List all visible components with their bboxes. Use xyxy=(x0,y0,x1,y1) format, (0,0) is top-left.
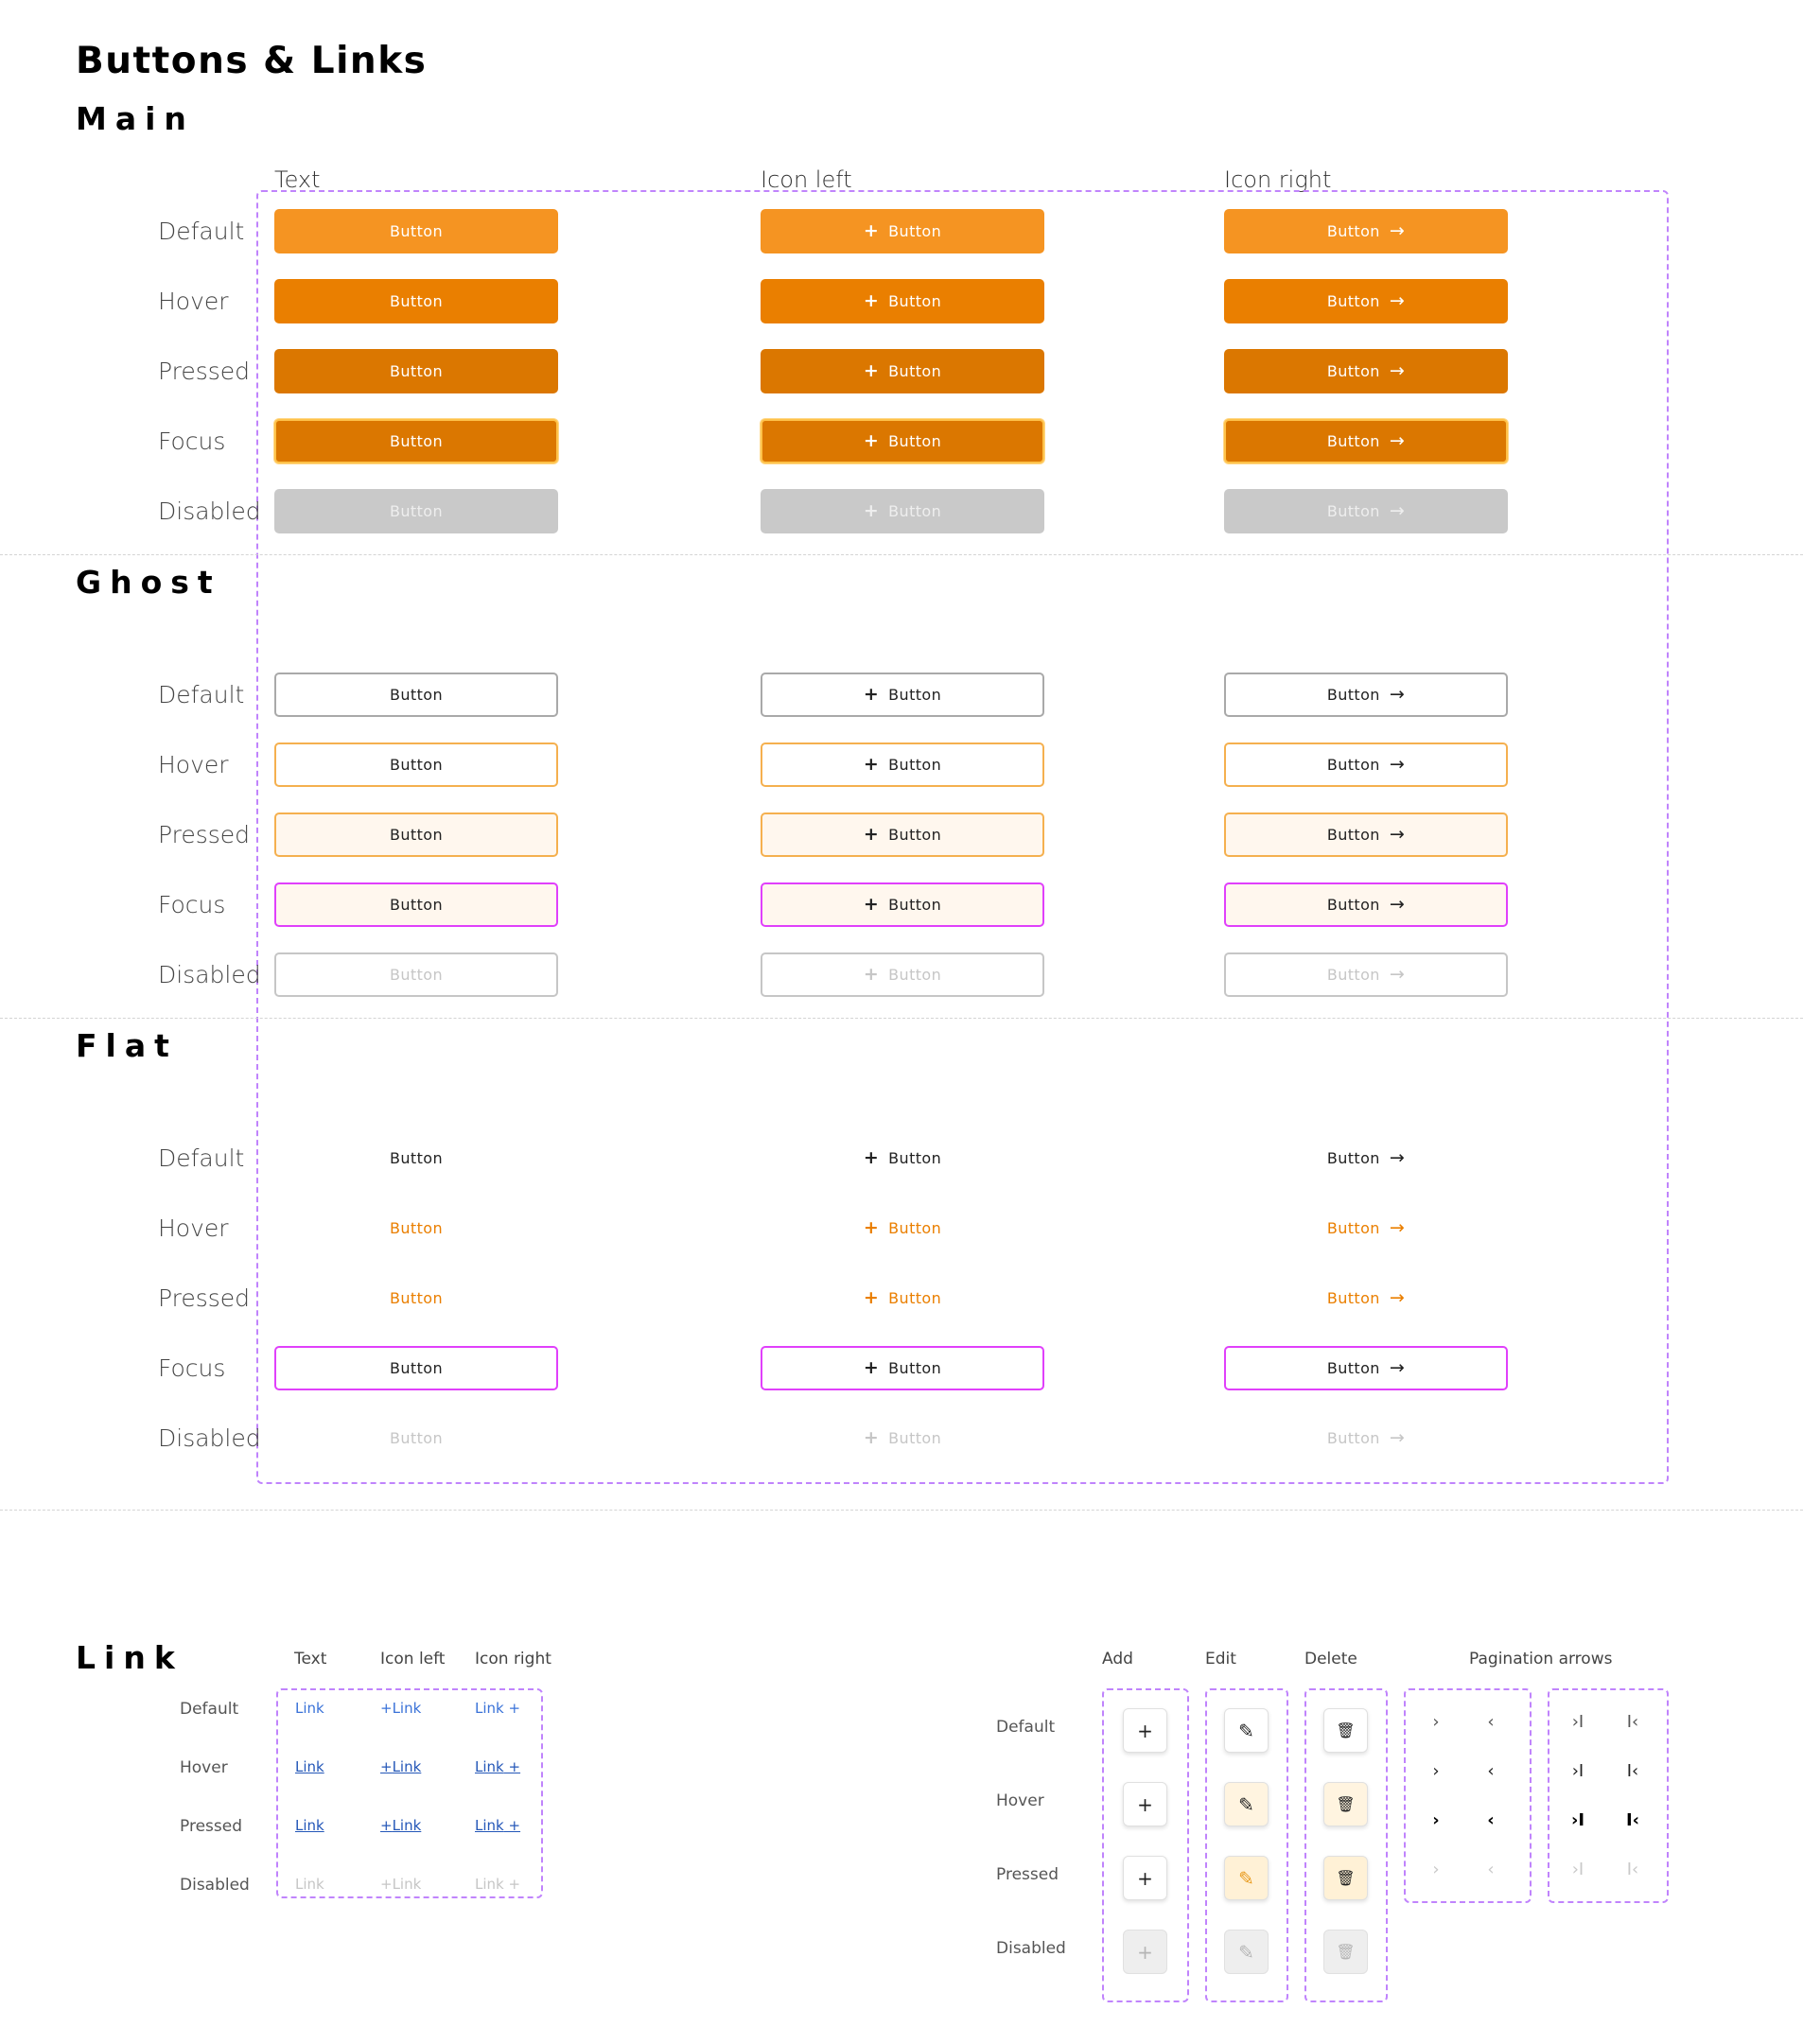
plus-icon: + xyxy=(1137,1719,1153,1742)
link-hover[interactable] xyxy=(295,1758,324,1775)
main-button-focus[interactable] xyxy=(274,419,558,463)
plus-icon: + xyxy=(1137,1792,1153,1816)
delete-button-hover[interactable] xyxy=(1323,1782,1368,1826)
ghost-row-label-pressed: Pressed xyxy=(158,821,251,848)
button-label: Button xyxy=(390,432,443,450)
flat-row-label-hover: Hover xyxy=(158,1214,229,1242)
add-button-default[interactable] xyxy=(1123,1708,1167,1753)
button-label: Button xyxy=(888,432,942,450)
link-disabled xyxy=(295,1876,324,1893)
plus-icon: + xyxy=(863,1217,880,1238)
button-label: Button xyxy=(1326,502,1380,520)
button-label: Button xyxy=(888,222,942,240)
link-disabled xyxy=(380,1876,421,1893)
edit-button-disabled xyxy=(1224,1930,1269,1974)
button-label: Button xyxy=(390,1219,443,1237)
ghost-button-default[interactable] xyxy=(761,673,1044,717)
chevron-right-icon[interactable]: › xyxy=(1432,1712,1440,1732)
arrow-right-icon: → xyxy=(1389,754,1406,775)
trash-icon: 🗑 xyxy=(1336,1869,1356,1887)
main-row-label-pressed: Pressed xyxy=(158,358,251,385)
link-hover[interactable] xyxy=(475,1758,520,1775)
link-column-header-icon-left: Icon left xyxy=(380,1650,446,1668)
main-button-disabled xyxy=(274,489,558,533)
plus-icon: + xyxy=(380,1817,393,1834)
edit-button-default[interactable] xyxy=(1224,1708,1269,1753)
button-label: Button xyxy=(888,756,942,774)
plus-icon: + xyxy=(1137,1940,1153,1964)
button-label: Button xyxy=(888,896,942,914)
pencil-icon: ✎ xyxy=(1238,1866,1254,1890)
add-button-disabled xyxy=(1123,1930,1167,1974)
link-hover[interactable] xyxy=(380,1758,421,1775)
button-label: Button xyxy=(1326,1359,1380,1377)
column-header-text: Text xyxy=(274,166,321,193)
button-label: Button xyxy=(888,1219,942,1237)
link-column-header-text: Text xyxy=(294,1650,327,1668)
arrow-right-icon: → xyxy=(1389,1147,1406,1168)
plus-icon: + xyxy=(863,290,880,311)
arrow-right-icon: → xyxy=(1389,894,1406,915)
plus-icon: + xyxy=(503,1817,521,1834)
button-label: Button xyxy=(888,966,942,984)
plus-icon: + xyxy=(380,1876,393,1893)
main-button-hover[interactable] xyxy=(761,279,1044,323)
link-label-text: Link xyxy=(475,1758,504,1775)
link-label-text: Link xyxy=(392,1700,422,1717)
button-label: Button xyxy=(390,966,443,984)
link-row-label-disabled: Disabled xyxy=(180,1876,250,1895)
main-button-default[interactable] xyxy=(274,209,558,253)
main-row-label-focus: Focus xyxy=(158,428,226,455)
button-label: Button xyxy=(1326,362,1380,380)
pencil-icon: ✎ xyxy=(1238,1719,1254,1742)
trash-icon: 🗑 xyxy=(1336,1795,1356,1813)
divider xyxy=(0,1510,1803,1511)
arrow-right-icon: → xyxy=(1389,220,1406,241)
chevron-right-icon: › xyxy=(1432,1860,1440,1879)
button-label: Button xyxy=(390,1429,443,1447)
first-page-icon[interactable]: I‹ xyxy=(1626,1761,1639,1781)
flat-button-default[interactable] xyxy=(274,1136,558,1180)
link-pressed[interactable] xyxy=(475,1817,520,1834)
button-label: Button xyxy=(888,1149,942,1167)
arrow-right-icon: → xyxy=(1389,290,1406,311)
link-pressed[interactable] xyxy=(380,1817,421,1834)
button-label: Button xyxy=(390,1289,443,1307)
button-label: Button xyxy=(1326,432,1380,450)
ghost-button-pressed[interactable] xyxy=(274,812,558,857)
button-label: Button xyxy=(1326,1429,1380,1447)
button-label: Button xyxy=(888,362,942,380)
button-label: Button xyxy=(888,1359,942,1377)
main-button-hover[interactable] xyxy=(1224,279,1508,323)
ghost-row-label-focus: Focus xyxy=(158,891,226,918)
link-row-label-pressed: Pressed xyxy=(180,1817,242,1836)
flat-button-disabled xyxy=(274,1416,558,1460)
plus-icon: + xyxy=(380,1700,393,1717)
flat-button-pressed[interactable] xyxy=(1224,1276,1508,1320)
link-default[interactable] xyxy=(475,1700,520,1717)
main-button-disabled xyxy=(761,489,1044,533)
plus-icon: + xyxy=(863,1357,880,1378)
main-row-label-hover: Hover xyxy=(158,288,229,315)
ghost-button-disabled xyxy=(761,952,1044,997)
flat-button-hover[interactable] xyxy=(274,1206,558,1250)
first-page-icon: I‹ xyxy=(1626,1860,1639,1879)
flat-button-pressed[interactable] xyxy=(274,1276,558,1320)
add-button-hover[interactable] xyxy=(1123,1782,1167,1826)
delete-button-pressed[interactable] xyxy=(1323,1856,1368,1900)
ghost-button-hover[interactable] xyxy=(274,742,558,787)
main-button-default[interactable] xyxy=(761,209,1044,253)
button-label: Button xyxy=(1326,966,1380,984)
chevron-left-icon: ‹ xyxy=(1487,1860,1495,1879)
flat-button-focus[interactable] xyxy=(274,1346,558,1390)
ghost-button-hover[interactable] xyxy=(1224,742,1508,787)
button-label: Button xyxy=(390,826,443,844)
section-title-link: Link xyxy=(76,1639,184,1676)
link-label-text: Link xyxy=(295,1758,324,1775)
link-row-label-hover: Hover xyxy=(180,1758,228,1777)
button-label: Button xyxy=(1326,826,1380,844)
ghost-row-label-hover: Hover xyxy=(158,751,229,778)
flat-row-label-pressed: Pressed xyxy=(158,1284,251,1312)
button-label: Button xyxy=(1326,222,1380,240)
plus-icon: + xyxy=(863,1287,880,1308)
ghost-button-focus[interactable] xyxy=(761,882,1044,927)
ghost-button-default[interactable] xyxy=(274,673,558,717)
flat-button-focus[interactable] xyxy=(1224,1346,1508,1390)
button-label: Button xyxy=(390,686,443,704)
button-label: Button xyxy=(390,222,443,240)
button-label: Button xyxy=(390,292,443,310)
arrow-right-icon: → xyxy=(1389,1217,1406,1238)
icon-column-header-add: Add xyxy=(1102,1650,1133,1668)
trash-icon: 🗑 xyxy=(1336,1943,1356,1961)
link-disabled xyxy=(475,1876,520,1893)
button-label: Button xyxy=(1326,1149,1380,1167)
link-label-text: Link xyxy=(295,1876,324,1893)
link-label-text: Link xyxy=(475,1876,504,1893)
plus-icon: + xyxy=(863,684,880,705)
edit-button-hover[interactable] xyxy=(1224,1782,1269,1826)
flat-row-label-default: Default xyxy=(158,1144,245,1172)
plus-icon: + xyxy=(863,220,880,241)
pagination-frame-next-prev xyxy=(1404,1688,1532,1903)
ghost-button-focus[interactable] xyxy=(1224,882,1508,927)
link-default[interactable] xyxy=(295,1700,324,1717)
first-page-icon[interactable]: I‹ xyxy=(1625,1810,1640,1830)
divider xyxy=(0,1018,1803,1019)
arrow-right-icon: → xyxy=(1389,500,1406,521)
button-label: Button xyxy=(1326,686,1380,704)
icon-column-header-delete: Delete xyxy=(1304,1650,1357,1668)
button-label: Button xyxy=(888,502,942,520)
edit-button-pressed[interactable] xyxy=(1224,1856,1269,1900)
button-label: Button xyxy=(390,362,443,380)
ghost-button-disabled xyxy=(1224,952,1508,997)
chevron-right-icon[interactable]: › xyxy=(1432,1810,1440,1830)
flat-button-hover[interactable] xyxy=(761,1206,1044,1250)
main-button-pressed[interactable] xyxy=(274,349,558,393)
plus-icon: + xyxy=(1137,1866,1153,1890)
icon-row-label-disabled: Disabled xyxy=(996,1939,1066,1958)
link-label-text: Link xyxy=(392,1817,422,1834)
plus-icon: + xyxy=(503,1700,521,1717)
flat-button-pressed[interactable] xyxy=(761,1276,1044,1320)
main-button-pressed[interactable] xyxy=(761,349,1044,393)
button-label: Button xyxy=(888,292,942,310)
pencil-icon: ✎ xyxy=(1238,1792,1254,1816)
button-label: Button xyxy=(390,502,443,520)
section-title-ghost: Ghost xyxy=(76,564,221,601)
arrow-right-icon: → xyxy=(1389,684,1406,705)
chevron-left-icon[interactable]: ‹ xyxy=(1487,1712,1495,1732)
button-label: Button xyxy=(888,1429,942,1447)
button-label: Button xyxy=(888,826,942,844)
last-page-icon: ›I xyxy=(1571,1860,1584,1879)
section-title-flat: Flat xyxy=(76,1027,178,1064)
icon-column-header-edit: Edit xyxy=(1205,1650,1236,1668)
delete-button-default[interactable] xyxy=(1323,1708,1368,1753)
arrow-right-icon: → xyxy=(1389,1427,1406,1448)
chevron-left-icon[interactable]: ‹ xyxy=(1487,1761,1495,1781)
button-label: Button xyxy=(1326,292,1380,310)
main-button-focus[interactable] xyxy=(1224,419,1508,463)
link-label-text: Link xyxy=(392,1758,422,1775)
button-label: Button xyxy=(390,756,443,774)
ghost-row-label-default: Default xyxy=(158,681,245,708)
link-label-text: Link xyxy=(392,1876,422,1893)
flat-button-default[interactable] xyxy=(1224,1136,1508,1180)
divider xyxy=(0,554,1803,555)
flat-row-label-focus: Focus xyxy=(158,1354,226,1382)
last-page-icon[interactable]: ›I xyxy=(1571,1761,1584,1781)
last-page-icon[interactable]: ›I xyxy=(1570,1810,1585,1830)
plus-icon: + xyxy=(503,1876,521,1893)
main-row-label-default: Default xyxy=(158,218,245,245)
plus-icon: + xyxy=(863,360,880,381)
link-pressed[interactable] xyxy=(295,1817,324,1834)
button-label: Button xyxy=(1326,896,1380,914)
ghost-button-pressed[interactable] xyxy=(761,812,1044,857)
plus-icon: + xyxy=(863,964,880,985)
plus-icon: + xyxy=(863,500,880,521)
main-row-label-disabled: Disabled xyxy=(158,498,261,525)
ghost-button-disabled xyxy=(274,952,558,997)
trash-icon: 🗑 xyxy=(1336,1721,1356,1739)
link-label-text: Link xyxy=(295,1700,324,1717)
plus-icon: + xyxy=(863,824,880,845)
column-header-icon-right: Icon right xyxy=(1224,166,1332,193)
ghost-button-default[interactable] xyxy=(1224,673,1508,717)
last-page-icon[interactable]: ›I xyxy=(1571,1712,1584,1732)
arrow-right-icon: → xyxy=(1389,360,1406,381)
main-button-pressed[interactable] xyxy=(1224,349,1508,393)
plus-icon: + xyxy=(863,754,880,775)
button-label: Button xyxy=(888,1289,942,1307)
add-button-pressed[interactable] xyxy=(1123,1856,1167,1900)
plus-icon: + xyxy=(503,1758,521,1775)
plus-icon: + xyxy=(863,430,880,451)
button-label: Button xyxy=(1326,1219,1380,1237)
icon-row-label-pressed: Pressed xyxy=(996,1865,1059,1884)
main-button-default[interactable] xyxy=(1224,209,1508,253)
link-column-header-icon-right: Icon right xyxy=(475,1650,551,1668)
arrow-right-icon: → xyxy=(1389,1287,1406,1308)
plus-icon: + xyxy=(863,1427,880,1448)
icon-column-header-pagination: Pagination arrows xyxy=(1469,1650,1613,1668)
link-label-text: Link xyxy=(295,1817,324,1834)
link-label-text: Link xyxy=(475,1700,504,1717)
icon-row-label-default: Default xyxy=(996,1718,1056,1737)
arrow-right-icon: → xyxy=(1389,964,1406,985)
flat-button-focus[interactable] xyxy=(761,1346,1044,1390)
icon-row-label-hover: Hover xyxy=(996,1791,1044,1810)
plus-icon: + xyxy=(863,894,880,915)
flat-button-default[interactable] xyxy=(761,1136,1044,1180)
main-button-disabled xyxy=(1224,489,1508,533)
arrow-right-icon: → xyxy=(1389,430,1406,451)
button-label: Button xyxy=(390,1359,443,1377)
button-label: Button xyxy=(390,896,443,914)
link-default[interactable] xyxy=(380,1700,421,1717)
arrow-right-icon: → xyxy=(1389,1357,1406,1378)
first-page-icon[interactable]: I‹ xyxy=(1626,1712,1639,1732)
main-button-hover[interactable] xyxy=(274,279,558,323)
flat-button-hover[interactable] xyxy=(1224,1206,1508,1250)
page-title: Buttons & Links xyxy=(76,40,428,82)
main-button-focus[interactable] xyxy=(761,419,1044,463)
flat-button-disabled xyxy=(1224,1416,1508,1460)
button-label: Button xyxy=(1326,1289,1380,1307)
section-title-main: Main xyxy=(76,100,195,137)
plus-icon: + xyxy=(863,1147,880,1168)
chevron-right-icon[interactable]: › xyxy=(1432,1761,1440,1781)
pencil-icon: ✎ xyxy=(1238,1940,1254,1964)
flat-row-label-disabled: Disabled xyxy=(158,1424,261,1452)
flat-button-disabled xyxy=(761,1416,1044,1460)
link-label-text: Link xyxy=(475,1817,504,1834)
arrow-right-icon: → xyxy=(1389,824,1406,845)
button-label: Button xyxy=(390,1149,443,1167)
link-row-label-default: Default xyxy=(180,1700,239,1719)
ghost-button-focus[interactable] xyxy=(274,882,558,927)
chevron-left-icon[interactable]: ‹ xyxy=(1487,1810,1495,1830)
column-header-icon-left: Icon left xyxy=(761,166,852,193)
links-frame xyxy=(276,1688,543,1898)
button-label: Button xyxy=(888,686,942,704)
ghost-button-hover[interactable] xyxy=(761,742,1044,787)
button-label: Button xyxy=(1326,756,1380,774)
delete-button-disabled xyxy=(1323,1930,1368,1974)
ghost-row-label-disabled: Disabled xyxy=(158,961,261,988)
ghost-button-pressed[interactable] xyxy=(1224,812,1508,857)
plus-icon: + xyxy=(380,1758,393,1775)
